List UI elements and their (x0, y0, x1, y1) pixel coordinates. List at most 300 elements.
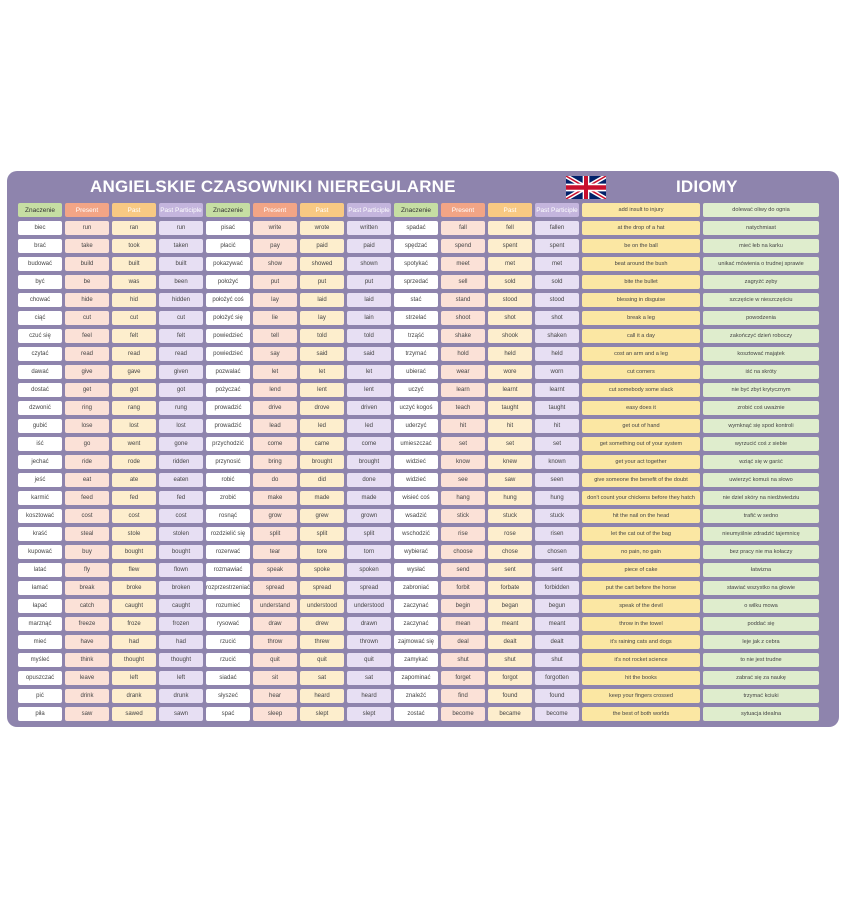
meaning-cell: czytać (18, 347, 62, 361)
idiom-english: get your act together (582, 455, 700, 469)
past-participle-cell: fed (159, 491, 203, 505)
header-past: Past (488, 203, 532, 217)
past-participle-cell: done (347, 473, 391, 487)
present-cell: catch (65, 599, 109, 613)
past-cell: cost (112, 509, 156, 523)
idiom-polish: łatwizna (703, 563, 819, 577)
past-participle-cell: drawn (347, 617, 391, 631)
past-cell: found (488, 689, 532, 703)
idiom-polish: nieumyślnie zdradzić tajemnicę (703, 527, 819, 541)
idiom-polish: uwierzyć komuś na słowo (703, 473, 819, 487)
meaning-cell: wsadzić (394, 509, 438, 523)
past-cell: threw (300, 635, 344, 649)
past-cell: left (112, 671, 156, 685)
present-cell: shoot (441, 311, 485, 325)
past-cell: led (300, 419, 344, 433)
present-cell: mean (441, 617, 485, 631)
past-cell: fed (112, 491, 156, 505)
idiom-polish: wziąć się w garść (703, 455, 819, 469)
present-cell: ring (65, 401, 109, 415)
present-cell: split (253, 527, 297, 541)
idiom-polish: iść na skróty (703, 365, 819, 379)
past-cell: broke (112, 581, 156, 595)
meaning-cell: prowadzić (206, 401, 250, 415)
past-participle-cell: found (535, 689, 579, 703)
present-cell: sleep (253, 707, 297, 721)
past-cell: rode (112, 455, 156, 469)
meaning-cell: dzwonić (18, 401, 62, 415)
meaning-cell: brać (18, 239, 62, 253)
idiom-polish: powodzenia (703, 311, 819, 325)
present-cell: lay (253, 293, 297, 307)
past-cell: chose (488, 545, 532, 559)
past-cell: went (112, 437, 156, 451)
idiom-polish: stawiać wszystko na głowie (703, 581, 819, 595)
present-cell: tear (253, 545, 297, 559)
past-cell: sawed (112, 707, 156, 721)
idiom-polish: bez pracy nie ma kołaczy (703, 545, 819, 559)
past-participle-cell: bought (159, 545, 203, 559)
idiom-english: get out of hand (582, 419, 700, 433)
present-cell: bring (253, 455, 297, 469)
past-participle-cell: dealt (535, 635, 579, 649)
meaning-cell: zamykać (394, 653, 438, 667)
past-cell: drank (112, 689, 156, 703)
past-cell: was (112, 275, 156, 289)
idiom-polish: zagryźć zęby (703, 275, 819, 289)
meaning-cell: myśleć (18, 653, 62, 667)
idiom-english: it's not rocket science (582, 653, 700, 667)
past-participle-cell: stuck (535, 509, 579, 523)
meaning-cell: wysłać (394, 563, 438, 577)
meaning-cell: zaczynać (394, 617, 438, 631)
past-participle-cell: sent (535, 563, 579, 577)
meaning-cell: słyszeć (206, 689, 250, 703)
meaning-cell: piła (18, 707, 62, 721)
past-cell: dealt (488, 635, 532, 649)
past-cell: taught (488, 401, 532, 415)
past-participle-cell: known (535, 455, 579, 469)
present-cell: wear (441, 365, 485, 379)
past-cell: ate (112, 473, 156, 487)
present-cell: choose (441, 545, 485, 559)
present-cell: fly (65, 563, 109, 577)
meaning-cell: pozwalać (206, 365, 250, 379)
past-participle-cell: spent (535, 239, 579, 253)
past-cell: read (112, 347, 156, 361)
present-cell: buy (65, 545, 109, 559)
meaning-cell: budować (18, 257, 62, 271)
present-cell: meet (441, 257, 485, 271)
idiom-english: let the cat out of the bag (582, 527, 700, 541)
present-cell: run (65, 221, 109, 235)
idiom-polish: unikać mówienia o trudnej sprawie (703, 257, 819, 271)
present-cell: say (253, 347, 297, 361)
meaning-cell: położyć coś (206, 293, 250, 307)
meaning-cell: pisać (206, 221, 250, 235)
past-participle-cell: held (535, 347, 579, 361)
meaning-cell: spać (206, 707, 250, 721)
present-cell: come (253, 437, 297, 451)
idiom-english: piece of cake (582, 563, 700, 577)
meaning-cell: czuć się (18, 329, 62, 343)
present-cell: throw (253, 635, 297, 649)
past-cell: spoke (300, 563, 344, 577)
idiom-english: blessing in disguise (582, 293, 700, 307)
idiom-english: call it a day (582, 329, 700, 343)
present-cell: take (65, 239, 109, 253)
meaning-cell: powiedzieć (206, 347, 250, 361)
past-participle-cell: broken (159, 581, 203, 595)
meaning-cell: jeść (18, 473, 62, 487)
uk-flag-icon (566, 176, 606, 199)
present-cell: hang (441, 491, 485, 505)
past-cell: became (488, 707, 532, 721)
present-cell: stand (441, 293, 485, 307)
past-cell: made (300, 491, 344, 505)
past-cell: laid (300, 293, 344, 307)
meaning-cell: trząść (394, 329, 438, 343)
past-participle-cell: cost (159, 509, 203, 523)
past-participle-cell: led (347, 419, 391, 433)
present-cell: quit (253, 653, 297, 667)
idiom-polish: dolewać oliwy do ognia (703, 203, 819, 217)
header-present: Present (441, 203, 485, 217)
meaning-cell: zabroniać (394, 581, 438, 595)
present-cell: deal (441, 635, 485, 649)
present-cell: break (65, 581, 109, 595)
idioms-title: IDIOMY (676, 177, 738, 196)
past-cell: sold (488, 275, 532, 289)
past-participle-cell: become (535, 707, 579, 721)
idiom-polish: trafić w sedno (703, 509, 819, 523)
present-cell: make (253, 491, 297, 505)
present-cell: build (65, 257, 109, 271)
past-participle-cell: hung (535, 491, 579, 505)
past-cell: froze (112, 617, 156, 631)
header-past-participle: Past Participle (347, 203, 391, 217)
present-cell: hit (441, 419, 485, 433)
idiom-english: hit the nail on the head (582, 509, 700, 523)
meaning-cell: widzieć (394, 473, 438, 487)
past-cell: stole (112, 527, 156, 541)
idiom-english: add insult to injury (582, 203, 700, 217)
meaning-cell: robić (206, 473, 250, 487)
past-participle-cell: meant (535, 617, 579, 631)
meaning-cell: zostać (394, 707, 438, 721)
idiom-english: give someone the benefit of the doubt (582, 473, 700, 487)
past-cell: drove (300, 401, 344, 415)
past-participle-cell: shaken (535, 329, 579, 343)
past-participle-cell: thrown (347, 635, 391, 649)
present-cell: put (253, 275, 297, 289)
idiom-english: at the drop of a hat (582, 221, 700, 235)
past-cell: met (488, 257, 532, 271)
meaning-cell: kupować (18, 545, 62, 559)
present-cell: lie (253, 311, 297, 325)
present-cell: see (441, 473, 485, 487)
past-participle-cell: caught (159, 599, 203, 613)
idiom-english: cut corners (582, 365, 700, 379)
past-participle-cell: said (347, 347, 391, 361)
header-past-participle: Past Participle (159, 203, 203, 217)
past-participle-cell: split (347, 527, 391, 541)
meaning-cell: mieć (18, 635, 62, 649)
past-participle-cell: made (347, 491, 391, 505)
past-participle-cell: left (159, 671, 203, 685)
past-participle-cell: worn (535, 365, 579, 379)
past-cell: came (300, 437, 344, 451)
idiom-polish: leje jak z cebra (703, 635, 819, 649)
idiom-polish: mieć łeb na karku (703, 239, 819, 253)
meaning-cell: zaczynać (394, 599, 438, 613)
past-cell: hit (488, 419, 532, 433)
meaning-cell: sprzedać (394, 275, 438, 289)
present-cell: feed (65, 491, 109, 505)
past-cell: felt (112, 329, 156, 343)
idiom-english: get something out of your system (582, 437, 700, 451)
past-participle-cell: eaten (159, 473, 203, 487)
past-cell: flew (112, 563, 156, 577)
meaning-cell: uczyć (394, 383, 438, 397)
meaning-cell: uderzyć (394, 419, 438, 433)
present-cell: rise (441, 527, 485, 541)
past-cell: fell (488, 221, 532, 235)
meaning-cell: jechać (18, 455, 62, 469)
past-cell: tore (300, 545, 344, 559)
idiom-polish: zrobić coś uważnie (703, 401, 819, 415)
past-participle-cell: taken (159, 239, 203, 253)
present-cell: fall (441, 221, 485, 235)
past-cell: thought (112, 653, 156, 667)
present-cell: give (65, 365, 109, 379)
present-cell: sell (441, 275, 485, 289)
meaning-cell: stać (394, 293, 438, 307)
past-participle-cell: spread (347, 581, 391, 595)
present-cell: spend (441, 239, 485, 253)
present-cell: hear (253, 689, 297, 703)
present-cell: lose (65, 419, 109, 433)
present-cell: begin (441, 599, 485, 613)
past-cell: stuck (488, 509, 532, 523)
header-present: Present (253, 203, 297, 217)
idiom-polish: natychmiast (703, 221, 819, 235)
past-participle-cell: learnt (535, 383, 579, 397)
past-cell: caught (112, 599, 156, 613)
idiom-english: break a leg (582, 311, 700, 325)
present-cell: sit (253, 671, 297, 685)
past-participle-cell: flown (159, 563, 203, 577)
present-cell: hide (65, 293, 109, 307)
past-cell: forbate (488, 581, 532, 595)
header-present: Present (65, 203, 109, 217)
meaning-cell: wschodzić (394, 527, 438, 541)
present-cell: leave (65, 671, 109, 685)
past-cell: sat (300, 671, 344, 685)
meaning-cell: wisieć coś (394, 491, 438, 505)
past-cell: built (112, 257, 156, 271)
header-meaning: Znaczenie (18, 203, 62, 217)
past-participle-cell: sold (535, 275, 579, 289)
meaning-cell: kosztować (18, 509, 62, 523)
header-meaning: Znaczenie (206, 203, 250, 217)
past-cell: wore (488, 365, 532, 379)
present-cell: ride (65, 455, 109, 469)
idiom-polish: nie dziel skóry na niedźwiedziu (703, 491, 819, 505)
present-cell: send (441, 563, 485, 577)
past-participle-cell: shut (535, 653, 579, 667)
present-cell: shake (441, 329, 485, 343)
present-cell: feel (65, 329, 109, 343)
past-participle-cell: thought (159, 653, 203, 667)
past-participle-cell: lain (347, 311, 391, 325)
past-cell: learnt (488, 383, 532, 397)
past-participle-cell: ridden (159, 455, 203, 469)
idiom-polish: wyrzucić coś z siebie (703, 437, 819, 451)
present-cell: know (441, 455, 485, 469)
present-cell: cost (65, 509, 109, 523)
meaning-cell: być (18, 275, 62, 289)
present-cell: set (441, 437, 485, 451)
idiom-english: hit the books (582, 671, 700, 685)
past-participle-cell: met (535, 257, 579, 271)
idiom-english: bite the bullet (582, 275, 700, 289)
present-cell: cut (65, 311, 109, 325)
past-cell: set (488, 437, 532, 451)
meaning-cell: pić (18, 689, 62, 703)
header-past: Past (300, 203, 344, 217)
meaning-cell: widzieć (394, 455, 438, 469)
meaning-cell: znaleźć (394, 689, 438, 703)
past-participle-cell: forgotten (535, 671, 579, 685)
past-participle-cell: gone (159, 437, 203, 451)
verbs-and-idioms-table (18, 203, 819, 721)
present-cell: read (65, 347, 109, 361)
idiom-polish: poddać się (703, 617, 819, 631)
past-participle-cell: hit (535, 419, 579, 433)
past-participle-cell: read (159, 347, 203, 361)
past-participle-cell: torn (347, 545, 391, 559)
present-cell: tell (253, 329, 297, 343)
past-participle-cell: stolen (159, 527, 203, 541)
past-cell: gave (112, 365, 156, 379)
past-participle-cell: spoken (347, 563, 391, 577)
past-participle-cell: taught (535, 401, 579, 415)
past-participle-cell: set (535, 437, 579, 451)
present-cell: be (65, 275, 109, 289)
past-cell: lay (300, 311, 344, 325)
meaning-cell: strzelać (394, 311, 438, 325)
meaning-cell: zapominać (394, 671, 438, 685)
past-participle-cell: laid (347, 293, 391, 307)
meaning-cell: spadać (394, 221, 438, 235)
past-cell: said (300, 347, 344, 361)
past-cell: split (300, 527, 344, 541)
idiom-polish: kosztować majątek (703, 347, 819, 361)
present-cell: freeze (65, 617, 109, 631)
past-cell: rang (112, 401, 156, 415)
past-participle-cell: driven (347, 401, 391, 415)
present-cell: write (253, 221, 297, 235)
past-cell: ran (112, 221, 156, 235)
present-cell: pay (253, 239, 297, 253)
idiom-polish: szczęście w nieszczęściu (703, 293, 819, 307)
meaning-cell: karmić (18, 491, 62, 505)
header-past-participle: Past Participle (535, 203, 579, 217)
idiom-english: throw in the towel (582, 617, 700, 631)
past-cell: had (112, 635, 156, 649)
past-cell: slept (300, 707, 344, 721)
meaning-cell: dostać (18, 383, 62, 397)
past-cell: took (112, 239, 156, 253)
meaning-cell: położyć się (206, 311, 250, 325)
idiom-polish: zabrać się za naukę (703, 671, 819, 685)
meaning-cell: kraść (18, 527, 62, 541)
past-participle-cell: come (347, 437, 391, 451)
meaning-cell: rozerwać (206, 545, 250, 559)
past-cell: held (488, 347, 532, 361)
meaning-cell: gubić (18, 419, 62, 433)
header-meaning: Znaczenie (394, 203, 438, 217)
past-participle-cell: rung (159, 401, 203, 415)
idiom-english: cut somebody some slack (582, 383, 700, 397)
meaning-cell: ciąć (18, 311, 62, 325)
idiom-english: easy does it (582, 401, 700, 415)
meaning-cell: chować (18, 293, 62, 307)
past-participle-cell: fallen (535, 221, 579, 235)
meaning-cell: rozumieć (206, 599, 250, 613)
present-cell: let (253, 365, 297, 379)
meaning-cell: iść (18, 437, 62, 451)
meaning-cell: latać (18, 563, 62, 577)
meaning-cell: rozprzestrzeniać (206, 581, 250, 595)
idiom-english: cost an arm and a leg (582, 347, 700, 361)
past-participle-cell: shown (347, 257, 391, 271)
present-cell: drink (65, 689, 109, 703)
idiom-english: don't count your chickens before they hatch (582, 491, 700, 505)
past-cell: spent (488, 239, 532, 253)
present-cell: understand (253, 599, 297, 613)
meaning-cell: pożyczać (206, 383, 250, 397)
past-participle-cell: given (159, 365, 203, 379)
meaning-cell: łapać (18, 599, 62, 613)
past-cell: showed (300, 257, 344, 271)
past-cell: got (112, 383, 156, 397)
past-participle-cell: heard (347, 689, 391, 703)
past-cell: lent (300, 383, 344, 397)
idiom-polish: nie być zbyt krytycznym (703, 383, 819, 397)
past-participle-cell: been (159, 275, 203, 289)
meaning-cell: siadać (206, 671, 250, 685)
past-cell: shut (488, 653, 532, 667)
past-participle-cell: shot (535, 311, 579, 325)
present-cell: become (441, 707, 485, 721)
present-cell: speak (253, 563, 297, 577)
present-cell: show (253, 257, 297, 271)
past-participle-cell: slept (347, 707, 391, 721)
past-cell: cut (112, 311, 156, 325)
idiom-english: the best of both worlds (582, 707, 700, 721)
idiom-english: no pain, no gain (582, 545, 700, 559)
past-cell: lost (112, 419, 156, 433)
idiom-polish: trzymać kciuki (703, 689, 819, 703)
past-participle-cell: drunk (159, 689, 203, 703)
past-cell: spread (300, 581, 344, 595)
idiom-polish: sytuacja idealna (703, 707, 819, 721)
past-participle-cell: stood (535, 293, 579, 307)
meaning-cell: powiedzieć (206, 329, 250, 343)
meaning-cell: zajmować się (394, 635, 438, 649)
